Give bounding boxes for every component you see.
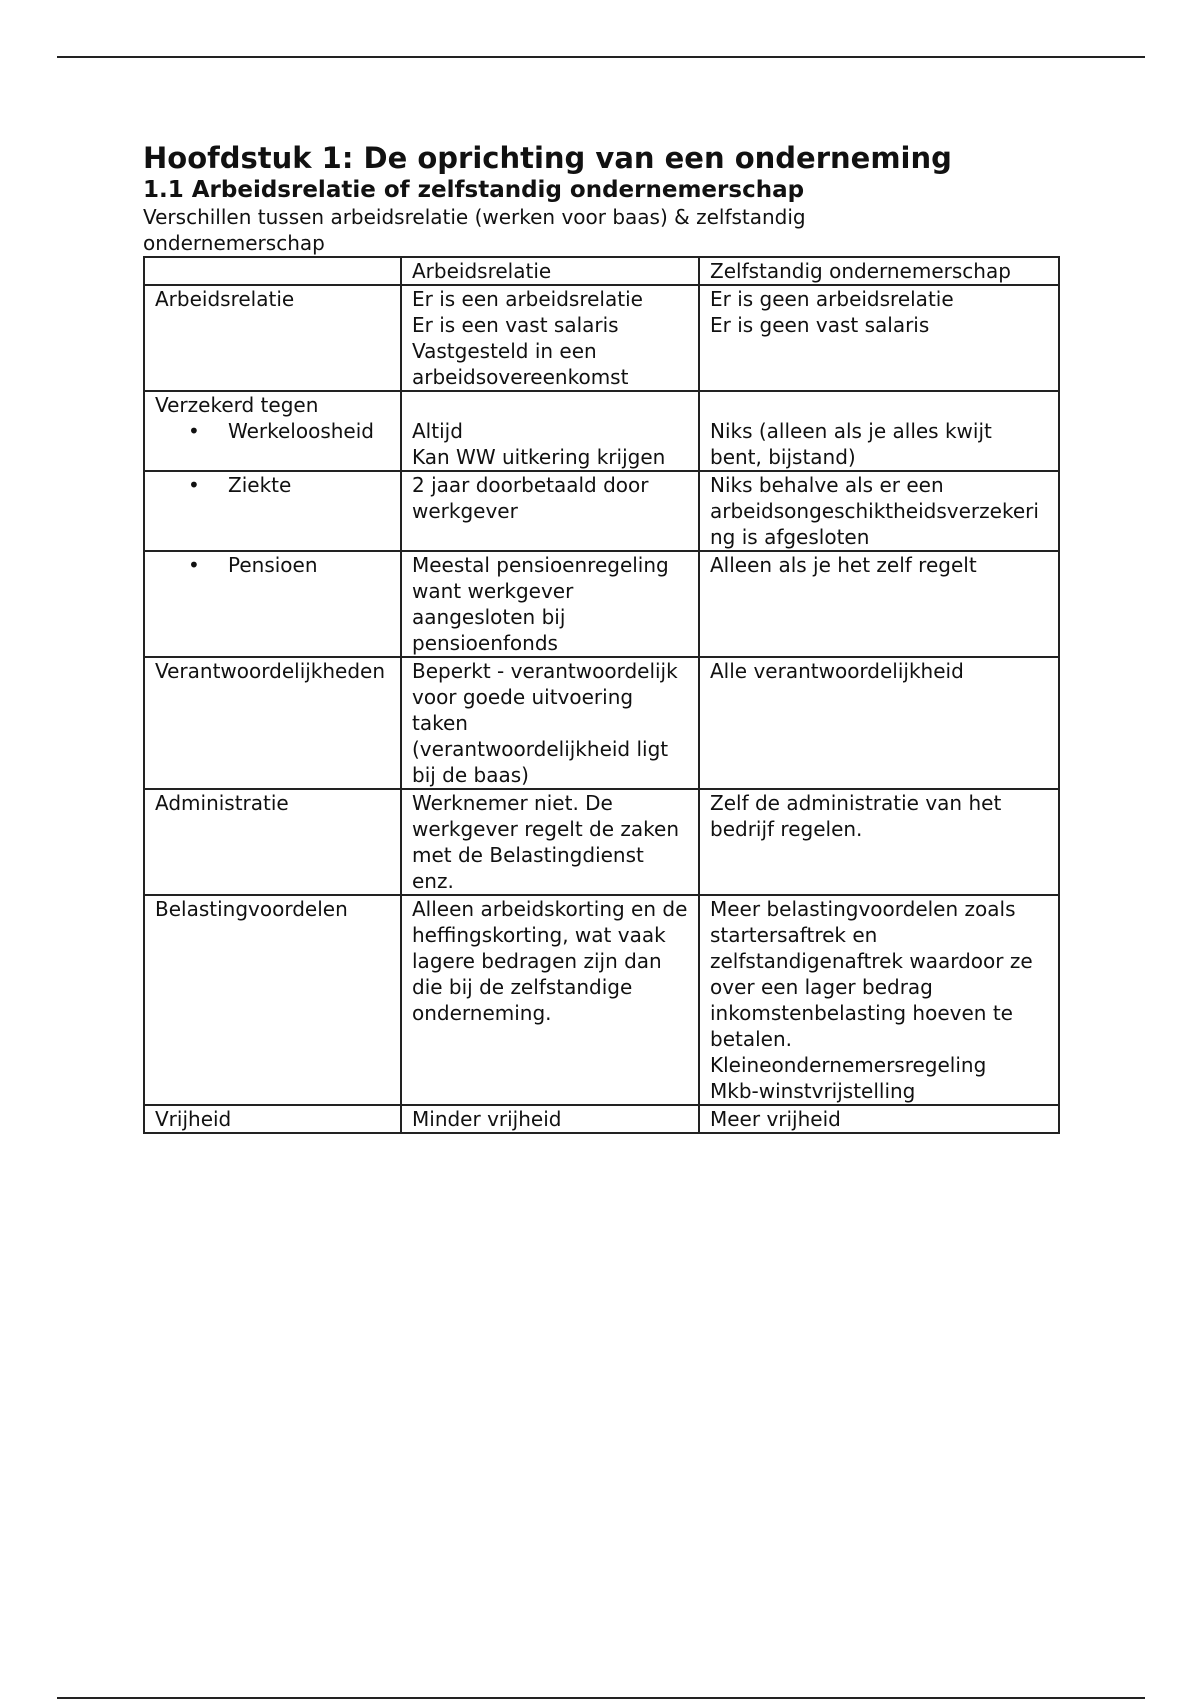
arbeidsrelatie-cell xyxy=(401,551,699,657)
arbeidsrelatie-cell xyxy=(401,657,699,789)
table-header-cell: Arbeidsrelatie xyxy=(401,257,699,285)
row-label xyxy=(144,391,401,471)
row-label: Belastingvoordelen xyxy=(144,895,401,1105)
cell-line: Alleen arbeidskorting en de heffingskorting, wat vaak lagere bedragen zijn dan die bij de zelfstandige onderneming. xyxy=(412,897,688,1025)
bullet-item xyxy=(155,552,390,578)
cell-spacer xyxy=(710,392,1048,418)
cell-line: Kleineondernemersregeling xyxy=(710,1053,987,1077)
zelfstandig-cell xyxy=(699,471,1059,551)
arbeidsrelatie-cell xyxy=(401,895,699,1105)
row-label-text: Verzekerd tegen xyxy=(155,393,319,417)
row-label: Vrijheid xyxy=(144,1105,401,1133)
cell-line: Altijd xyxy=(412,419,463,443)
arbeidsrelatie-cell xyxy=(401,391,699,471)
table-row xyxy=(144,895,1059,1105)
table-row xyxy=(144,285,1059,391)
bullet-icon: • xyxy=(188,553,200,577)
row-label xyxy=(144,471,401,551)
zelfstandig-cell xyxy=(699,895,1059,1105)
table-row xyxy=(144,471,1059,551)
bullet-item xyxy=(155,472,390,498)
cell-line: Werknemer niet. De werkgever regelt de zaken met de Belastingdienst enz. xyxy=(412,791,679,893)
cell-line: Beperkt - verantwoordelijk voor goede uitvoering taken (verantwoordelijkheid ligt bij de baas) xyxy=(412,659,678,787)
cell-line: Meestal pensioenregeling want werkgever aangesloten bij pensioenfonds xyxy=(412,553,669,655)
table-header-cell xyxy=(144,257,401,285)
bullet-item xyxy=(155,418,390,444)
cell-spacer xyxy=(412,392,688,418)
cell-line: Niks (alleen als je alles kwijt bent, bijstand) xyxy=(710,419,992,469)
cell-line: Minder vrijheid xyxy=(412,1107,562,1131)
zelfstandig-cell xyxy=(699,391,1059,471)
cell-line: 2 jaar doorbetaald door werkgever xyxy=(412,473,649,523)
bullet-label: Werkeloosheid xyxy=(228,419,374,443)
table-row xyxy=(144,391,1059,471)
cell-line: Niks behalve als er een arbeidsongeschiktheidsverzekering is afgesloten xyxy=(710,473,1039,549)
cell-line: Meer vrijheid xyxy=(710,1107,841,1131)
table-row xyxy=(144,789,1059,895)
chapter-heading: Hoofdstuk 1: De oprichting van een onderneming xyxy=(143,141,952,175)
arbeidsrelatie-cell xyxy=(401,471,699,551)
zelfstandig-cell xyxy=(699,657,1059,789)
cell-line: Er is geen arbeidsrelatie xyxy=(710,287,954,311)
arbeidsrelatie-cell xyxy=(401,285,699,391)
arbeidsrelatie-cell xyxy=(401,789,699,895)
page-content xyxy=(143,140,1058,1134)
section-heading: 1.1 Arbeidsrelatie of zelfstandig ondernemerschap xyxy=(143,177,805,203)
table-header-row xyxy=(144,257,1059,285)
row-label: Verantwoordelijkheden xyxy=(144,657,401,789)
bullet-label: Pensioen xyxy=(228,553,318,577)
cell-line: Zelf de administratie van het bedrijf regelen. xyxy=(710,791,1002,841)
intro-paragraph: Verschillen tussen arbeidsrelatie (werken voor baas) & zelfstandig ondernemerschap xyxy=(143,205,806,255)
bullet-label: Ziekte xyxy=(228,473,292,497)
row-label: Administratie xyxy=(144,789,401,895)
zelfstandig-cell xyxy=(699,285,1059,391)
table-row xyxy=(144,1105,1059,1133)
bullet-icon: • xyxy=(188,419,200,443)
page-footer-rule xyxy=(57,1697,1145,1699)
row-label: Arbeidsrelatie xyxy=(144,285,401,391)
cell-line: Mkb-winstvrijstelling xyxy=(710,1079,916,1103)
table-row xyxy=(144,657,1059,789)
cell-line: Alle verantwoordelijkheid xyxy=(710,659,964,683)
cell-line: Meer belastingvoordelen zoals startersaftrek en zelfstandigenaftrek waardoor ze over een lager bedrag inkomstenbelasting hoeven te betalen. xyxy=(710,897,1033,1051)
row-label xyxy=(144,551,401,657)
page-header-rule xyxy=(57,56,1145,58)
table-row xyxy=(144,551,1059,657)
cell-line: Vastgesteld in een arbeidsovereenkomst xyxy=(412,339,629,389)
zelfstandig-cell xyxy=(699,1105,1059,1133)
cell-line: Er is geen vast salaris xyxy=(710,313,930,337)
cell-line: Alleen als je het zelf regelt xyxy=(710,553,977,577)
cell-line: Er is een vast salaris xyxy=(412,313,619,337)
zelfstandig-cell xyxy=(699,789,1059,895)
arbeidsrelatie-cell xyxy=(401,1105,699,1133)
comparison-table xyxy=(143,256,1060,1134)
zelfstandig-cell xyxy=(699,551,1059,657)
cell-line: Er is een arbeidsrelatie xyxy=(412,287,643,311)
cell-line: Kan WW uitkering krijgen xyxy=(412,445,666,469)
table-header-cell: Zelfstandig ondernemerschap xyxy=(699,257,1059,285)
bullet-icon: • xyxy=(188,473,200,497)
